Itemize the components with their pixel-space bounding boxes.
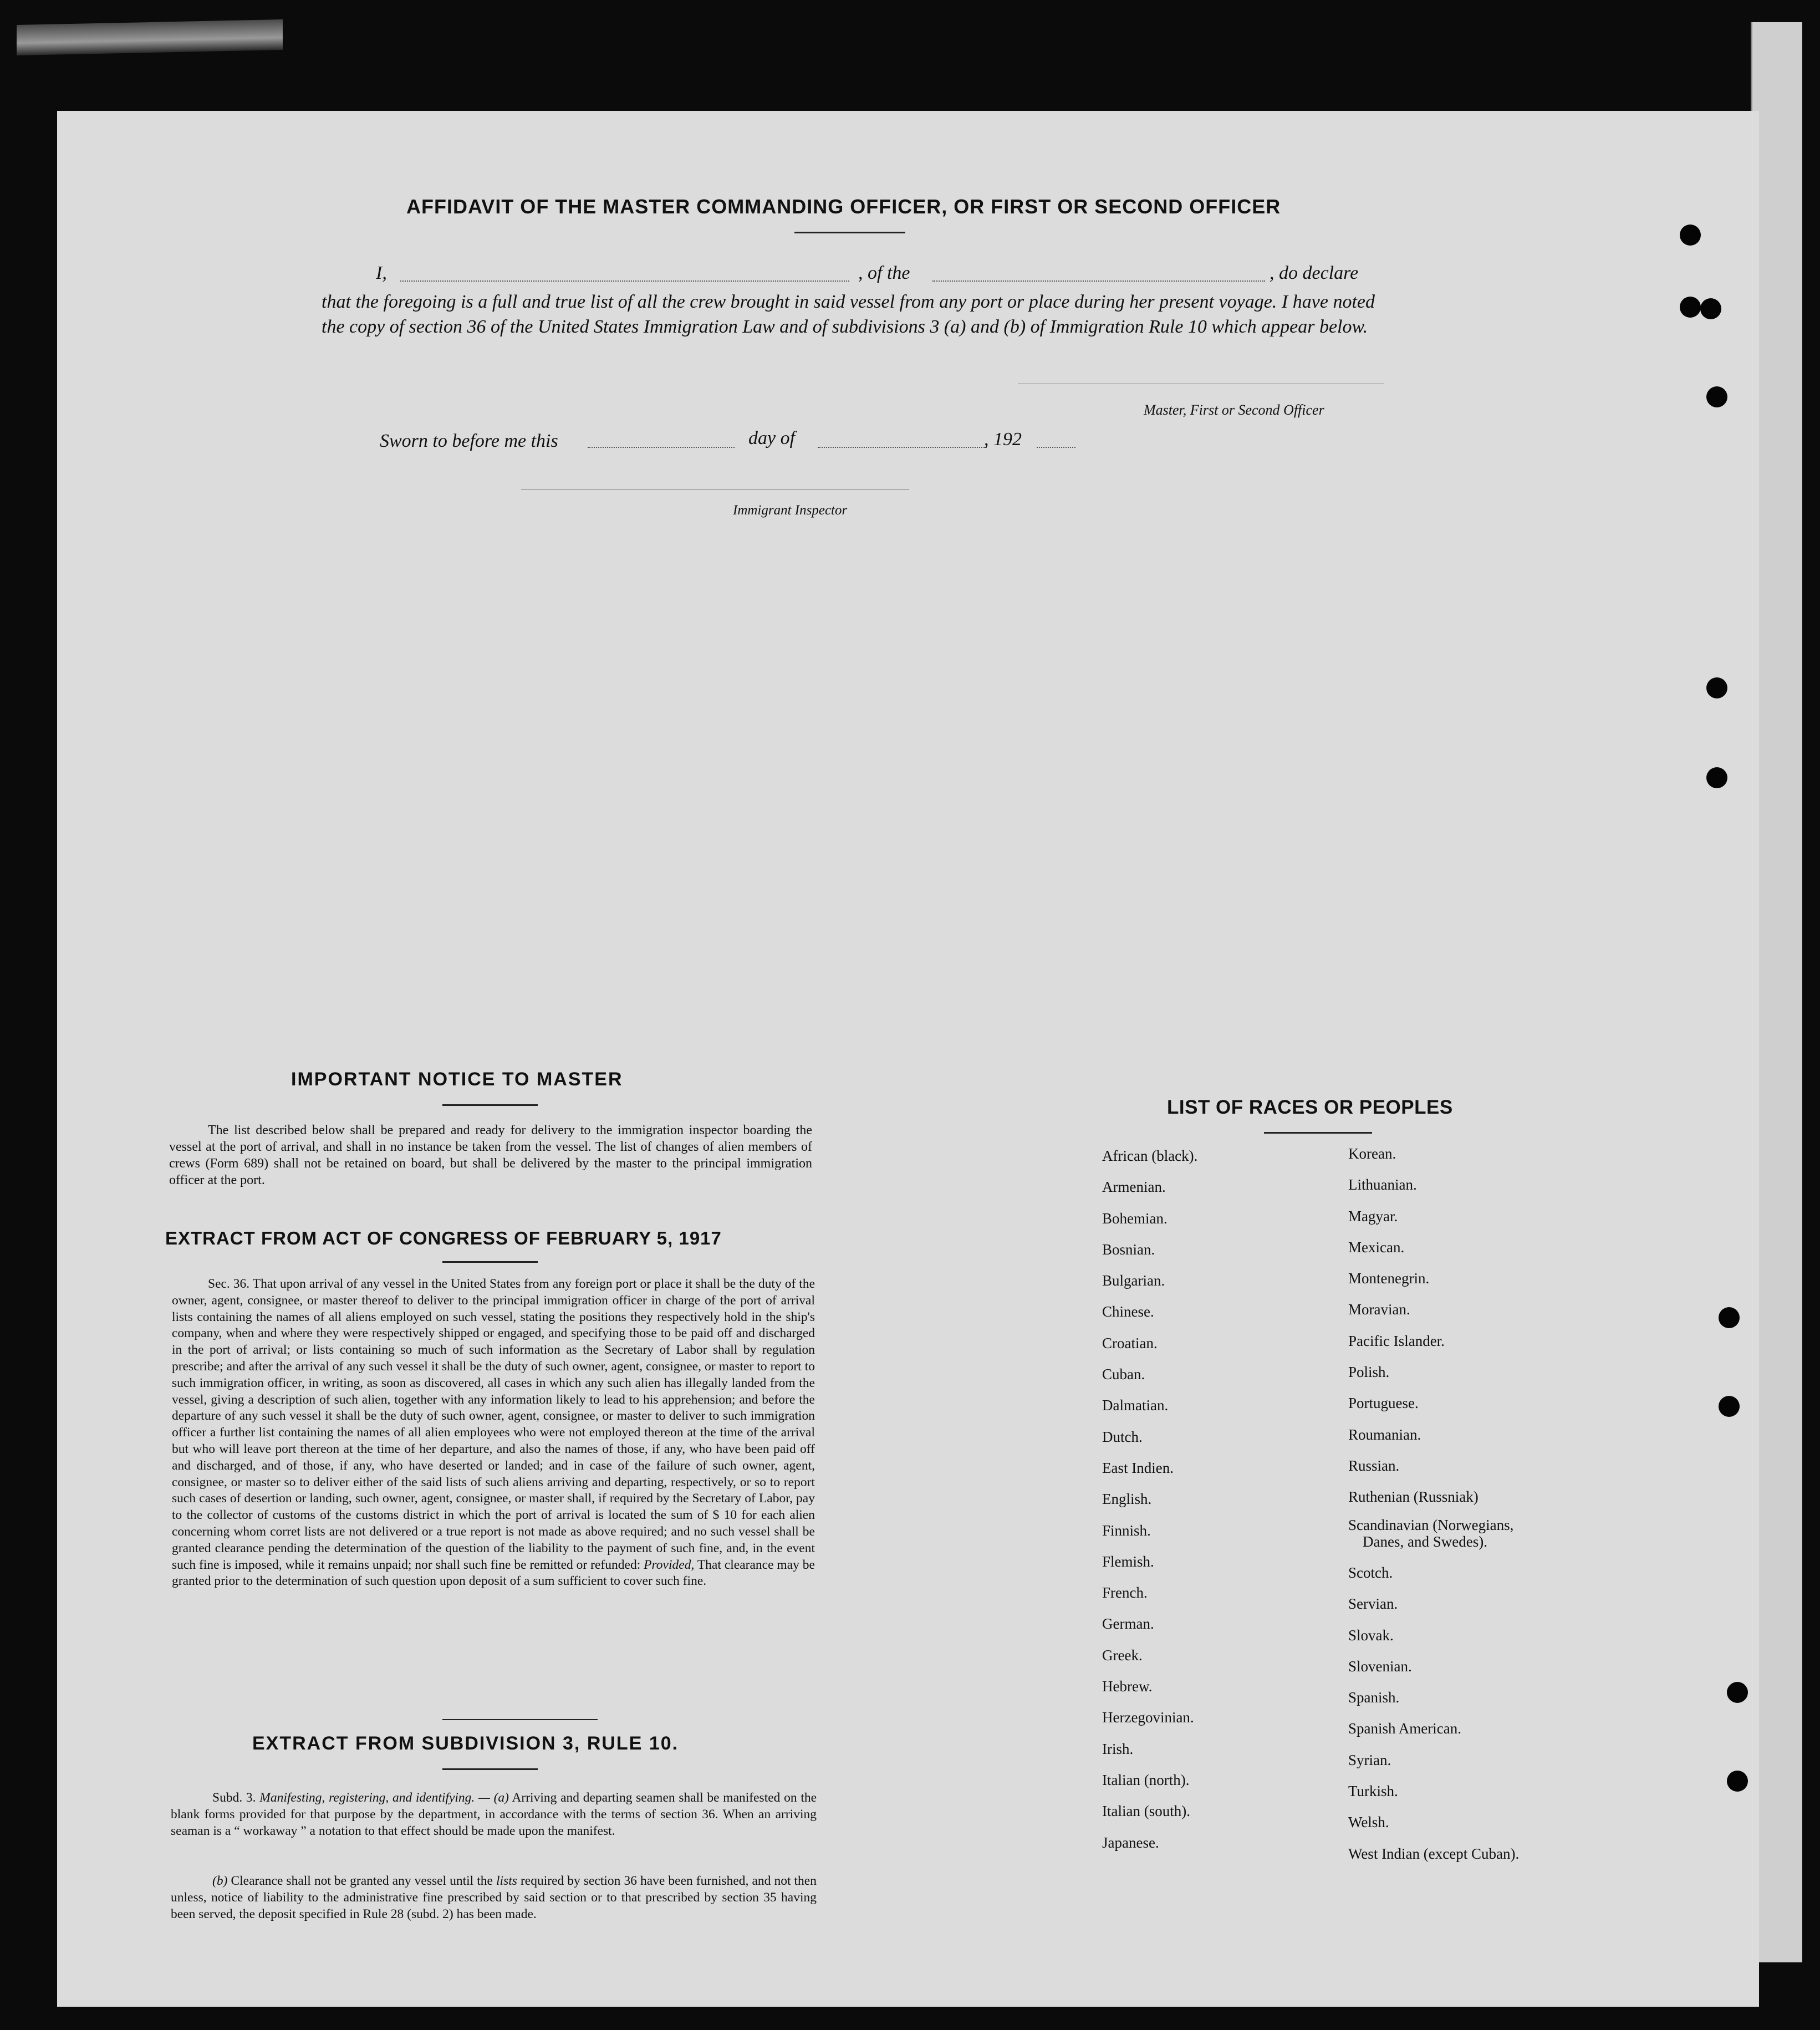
race-item: Italian (north).: [1102, 1771, 1190, 1788]
rule-subd-b-text-1: Clearance shall not be granted any vessel until the: [231, 1874, 493, 1888]
race-item: Dutch.: [1102, 1428, 1143, 1445]
rule-subd-a-marker: — (a): [478, 1791, 509, 1805]
sworn-day-of: day of: [748, 428, 796, 448]
punch-hole: [1706, 386, 1727, 407]
race-item: West Indian (except Cuban).: [1348, 1845, 1520, 1862]
rule-subd-prefix: Subd. 3.: [212, 1791, 256, 1805]
race-item: Bulgarian.: [1102, 1272, 1165, 1289]
affidavit-of-the-label: , of the: [858, 263, 910, 283]
race-item: Portuguese.: [1348, 1395, 1419, 1412]
race-item: Turkish.: [1348, 1783, 1398, 1800]
rule-extract-subd-a: [171, 1789, 817, 1839]
affidavit-title: AFFIDAVIT OF THE MASTER COMMANDING OFFICER, OR FIRST OR SECOND OFFICER: [406, 195, 1281, 218]
sworn-prefix: Sworn to before me this: [380, 431, 558, 451]
race-item: Moravian.: [1348, 1301, 1410, 1318]
race-item: Armenian.: [1102, 1179, 1166, 1196]
race-item: Slovak.: [1348, 1626, 1394, 1644]
race-item: Cuban.: [1102, 1366, 1145, 1383]
act-extract-body: [172, 1276, 815, 1590]
punch-hole: [1719, 1307, 1740, 1328]
race-item-scandinavian: Scandinavian (Norwegians,: [1348, 1517, 1514, 1533]
sworn-year-blank: [1037, 447, 1075, 448]
race-item: Japanese.: [1102, 1834, 1159, 1851]
race-item: Scotch.: [1348, 1564, 1393, 1581]
race-item: French.: [1102, 1584, 1148, 1601]
affidavit-i-label: I,: [376, 263, 387, 283]
race-item: East Indien.: [1102, 1459, 1174, 1476]
race-item: African (black).: [1102, 1147, 1198, 1164]
races-left-column: [1102, 1147, 1197, 1865]
race-item: Slovenian.: [1348, 1657, 1412, 1675]
race-item: German.: [1102, 1615, 1154, 1633]
race-item: Chinese.: [1102, 1303, 1154, 1320]
act-extract-title: EXTRACT FROM ACT OF CONGRESS OF FEBRUARY 5, 1917: [165, 1228, 722, 1248]
races-title: LIST OF RACES OR PEOPLES: [1167, 1096, 1453, 1118]
affidavit-signature-label: Master, First or Second Officer: [1144, 402, 1324, 418]
races-title-rule: [1264, 1132, 1372, 1134]
race-item: Welsh.: [1348, 1814, 1389, 1831]
race-item: Montenegrin.: [1348, 1270, 1430, 1287]
act-extract-provided: Provided,: [644, 1557, 695, 1572]
notice-body: The list described below shall be prepared and ready for delivery to the immigration inspector boarding the vessel at the port of arrival, and shall in no instance be taken from the vessel. The list of changes of alien members of crews (Form 689) shall not be retained on board, but shall be delivered by the master to the principal immigration officer at the port.: [169, 1123, 812, 1187]
race-item: Pacific Islander.: [1348, 1332, 1445, 1349]
punch-hole: [1680, 225, 1701, 246]
punch-hole: [1706, 677, 1727, 698]
rule-subd-heading: Manifesting, registering, and identifying.: [259, 1791, 475, 1805]
race-item: Mexican.: [1348, 1238, 1405, 1256]
race-item: Hebrew.: [1102, 1678, 1153, 1695]
race-item: Finnish.: [1102, 1522, 1151, 1539]
act-extract-text-b: That clearance may be granted prior to the determination of such question upon deposit of a sum sufficient to cover such fine.: [172, 1557, 815, 1589]
race-item: Dalmatian.: [1102, 1397, 1169, 1414]
race-item: Syrian.: [1348, 1751, 1391, 1768]
race-item: Lithuanian.: [1348, 1176, 1417, 1193]
race-item: Flemish.: [1102, 1553, 1154, 1570]
rule-extract-subd-b: [171, 1873, 817, 1922]
race-item: Herzegovinian.: [1102, 1709, 1194, 1726]
inspector-label: Immigrant Inspector: [733, 503, 848, 518]
sworn-month-blank: [818, 447, 987, 448]
rule-subd-b-lists: lists: [496, 1874, 517, 1888]
scan-edge-top: [17, 19, 283, 55]
notice-title-rule: [442, 1104, 538, 1106]
affidavit-title-rule: [794, 232, 905, 233]
punch-hole: [1680, 297, 1701, 318]
race-item: English.: [1102, 1491, 1152, 1508]
race-item: Servian.: [1348, 1595, 1398, 1613]
races-right-column-a: [1348, 1145, 1479, 1520]
sworn-year: , 192: [984, 429, 1022, 450]
race-item: Polish.: [1348, 1364, 1390, 1381]
race-item: Greek.: [1102, 1646, 1143, 1664]
rule-extract-title-rule: [442, 1768, 538, 1770]
act-extract-text-a: Sec. 36. That upon arrival of any vessel in the United States from any foreign port or place it shall be the duty of the owner, agent, consignee, or master thereof to deliver to the principal immigration officer in charge of the port of arrival lists containing the names of all aliens employed on such vessel, stating the positions they respectively hold in the ship's company, when and where they were respectively shipped or engaged, and specifying those to be paid off and discharged in the port of arrival; or lists containing so much of such information as the Secretary of Labor shall by regulation prescribe; and after the arrival of any such vessel it shall be the duty of such owner, agent, consignee, or master to report to such immigration officer, in writing, as soon as discovered, all cases in which any such alien has illegally landed from the vessel, giving a description of such alien, together with any information likely to lead to his apprehension; and before the departure of any such vessel it shall be the duty of such owner, agent, consignee, or master to deliver to such immigration officer a further list containing the names of all alien employees who were not employed thereon at the time of the arrival but who will leave port thereon at the time of her departure, and also the names of those, if any, who have been paid off and discharged, and of those, if any, who have deserted or landed; and in case of the failure of such owner, agent, consignee, or master so to deliver either of the said lists of such aliens arriving and departing, respectively, or so to report such cases of desertion or landing, such owner, agent, consignee, or master shall, if required by the Secretary of Labor, pay to the collector of customs of the customs district in which the port of arrival is located the sum of $ 10 for each alien concerning whom corret lists are not delivered or a true report is not made as above required; and no such vessel shall be granted clearance pending the determination of the question of the liability to the payment of such fine, and, in the event such fine is imposed, while it remains unpaid; nor shall such fine be remitted or refunded:: [172, 1277, 815, 1572]
race-item-scandinavian-cont: Danes, and Swedes).: [1363, 1533, 1487, 1550]
affidavit-vessel-blank: [932, 280, 1265, 282]
race-item: Spanish.: [1348, 1689, 1400, 1706]
rule-subd-a-text: Arriving and departing seamen shall be manifested on the blank forms provided for that purpose by the department, in accordance with the terms of section 36. When an arriving seaman is a “ workaway ” a notation to that effect should be made upon the manifest.: [171, 1791, 817, 1838]
affidavit-body: that the foregoing is a full and true list of all the crew brought in said vessel from any port or place during her present voyage. I have noted the copy of section 36 of the United States Immigration Law and of subdivisions 3 (a) and (b) of Immigration Rule 10 which appear below.: [322, 292, 1375, 337]
race-item: Russian.: [1348, 1457, 1400, 1474]
race-item: Ruthenian (Russniak): [1348, 1488, 1479, 1506]
race-item: Croatian.: [1102, 1334, 1158, 1351]
punch-hole: [1719, 1396, 1740, 1417]
sworn-day-blank: [588, 447, 735, 448]
race-item: Bohemian.: [1102, 1210, 1168, 1227]
punch-hole: [1700, 298, 1721, 319]
punch-hole: [1706, 767, 1727, 788]
rule-extract-title: EXTRACT FROM SUBDIVISION 3, RULE 10.: [252, 1733, 679, 1754]
race-item: Bosnian.: [1102, 1241, 1155, 1258]
race-item: Italian (south).: [1102, 1803, 1190, 1820]
race-item: Magyar.: [1348, 1207, 1398, 1225]
rule-subd-b-text-2: required by section 36 have been furnished, and not then unless, notice of liability to the administrative fine prescribed by said section or to that prescribed by section 35 having been served, the deposit specified in Rule 28 (subd. 2) has been made.: [171, 1874, 817, 1921]
punch-hole: [1727, 1771, 1748, 1792]
affidavit-name-blank: [400, 280, 849, 282]
races-right-column-b: [1348, 1564, 1519, 1876]
act-extract-end-rule: [442, 1719, 598, 1720]
punch-hole: [1727, 1682, 1748, 1703]
rule-subd-b-marker: (b): [212, 1874, 228, 1888]
race-item: Spanish American.: [1348, 1720, 1461, 1737]
act-extract-title-rule: [442, 1261, 538, 1263]
affidavit-do-declare-label: , do declare: [1270, 263, 1359, 283]
race-item: Korean.: [1348, 1145, 1396, 1162]
notice-title: IMPORTANT NOTICE TO MASTER: [291, 1069, 623, 1090]
race-item: Irish.: [1102, 1740, 1134, 1757]
race-item: Roumanian.: [1348, 1426, 1421, 1443]
